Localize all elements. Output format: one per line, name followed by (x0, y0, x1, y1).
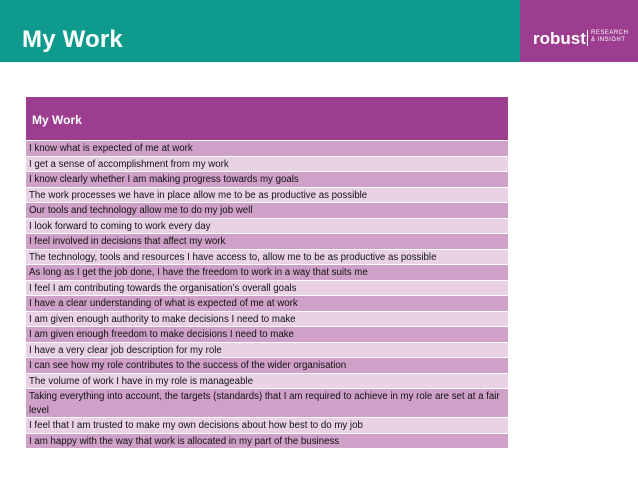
table-row: I feel that I am trusted to make my own decisions about how best to do my job (26, 418, 508, 434)
table-row: I am happy with the way that work is allocated in my part of the business (26, 434, 508, 450)
table-row: I have a very clear job description for my role (26, 343, 508, 359)
table-row: I know what is expected of me at work (26, 141, 508, 157)
table-row: I can see how my role contributes to the success of the wider organisation (26, 358, 508, 374)
table-row: The volume of work I have in my role is manageable (26, 374, 508, 390)
table-row: Taking everything into account, the targets (standards) that I am required to achieve in my role are set at a fair level (26, 389, 508, 418)
table-row: I look forward to coming to work every day (26, 219, 508, 235)
title-bar (0, 0, 520, 62)
statements-table (26, 97, 508, 449)
table-row: I have a clear understanding of what is expected of me at work (26, 296, 508, 312)
table-row: As long as I get the job done, I have the freedom to work in a way that suits me (26, 265, 508, 281)
table-row: I feel involved in decisions that affect my work (26, 234, 508, 250)
title-banner (0, 0, 638, 79)
slide-title: My Work (22, 26, 123, 53)
table-row: I am given enough authority to make decisions I need to make (26, 312, 508, 328)
logo-tagline-line2: & INSIGHT (591, 37, 626, 43)
table-row: The technology, tools and resources I have access to, allow me to be as productive as possible (26, 250, 508, 266)
table-body (26, 141, 508, 449)
table-row: I feel I am contributing towards the organisation’s overall goals (26, 281, 508, 297)
robust-logo: robust (533, 29, 586, 48)
table-row: Our tools and technology allow me to do my job well (26, 203, 508, 219)
table-header (26, 97, 508, 141)
logo-divider (587, 30, 588, 46)
table-row: I know clearly whether I am making progress towards my goals (26, 172, 508, 188)
table-header-label: My Work (32, 113, 82, 127)
logo-tagline-line1: RESEARCH (591, 30, 629, 36)
logo-tagline (591, 30, 628, 44)
table-row: I get a sense of accomplishment from my work (26, 157, 508, 173)
table-row: I am given enough freedom to make decisions I need to make (26, 327, 508, 343)
table-row: The work processes we have in place allow me to be as productive as possible (26, 188, 508, 204)
